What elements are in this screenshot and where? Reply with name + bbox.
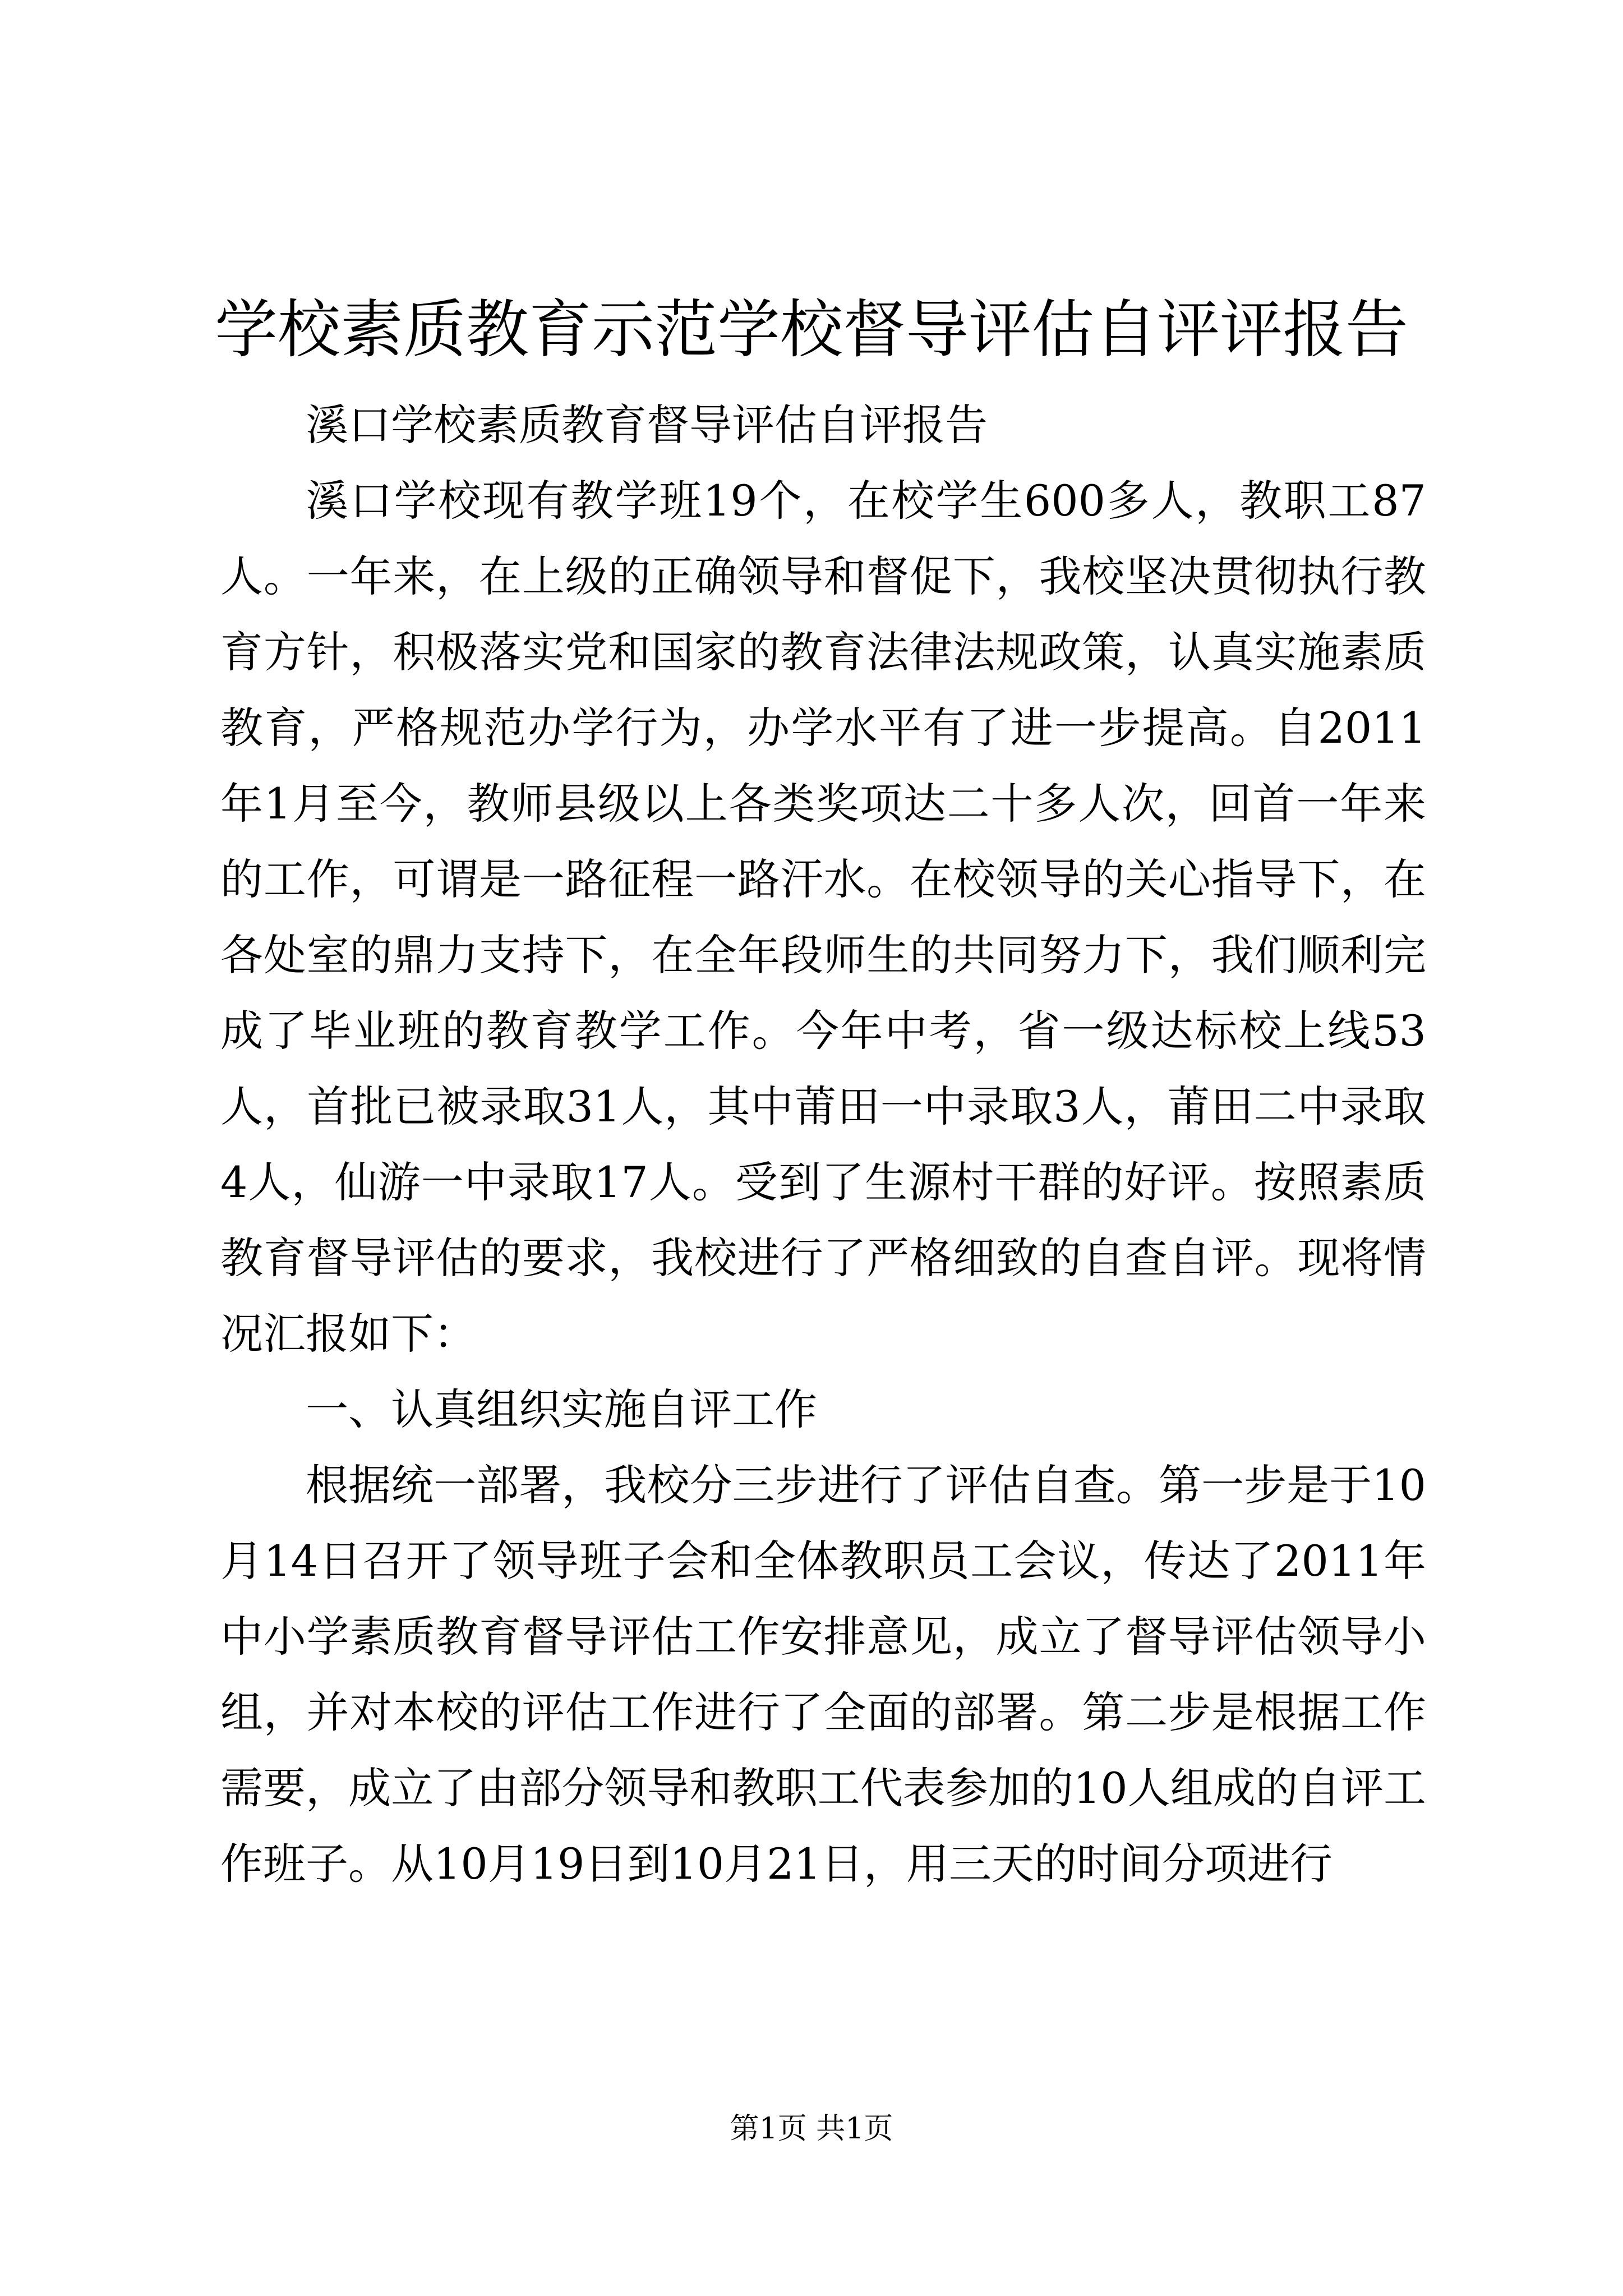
page-footer: 第1页 共1页 <box>730 2112 893 2146</box>
paragraph-section-body: 根据统一部署，我校分三步进行了评估自查。第一步是于10月14日召开了领导班子会和全体教职员工会议，传达了2011年中小学素质教育督导评估工作安排意见，成立了督导评估领导小组，并对本校的评估工作进行了全面的部署。第二步是根据工作需要，成立了由部分领导和教职工代表参加的10人组成的自评工作班子。从10月19日到10月21日，用三天的时间分项进行 <box>220 1460 1426 1889</box>
paragraph-section-heading: 一、认真组织实施自评工作 <box>306 1384 817 1434</box>
paragraph-subtitle: 溪口学校素质教育督导评估自评报告 <box>306 400 988 450</box>
paragraph-intro: 溪口学校现有教学班19个，在校学生600多人，教职工87人。一年来，在上级的正确领导和督促下，我校坚决贯彻执行教育方针，积极落实党和国家的教育法律法规政策，认真实施素质教育，严格规范办学行为，办学水平有了进一步提高。自2011年1月至今，教师县级以上各类奖项达二十多人次，回首一年来的工作，可谓是一路征程一路汗水。在校领导的关心指导下，在各处室的鼎力支持下，在全年段师生的共同努力下，我们顺利完成了毕业班的教育教学工作。今年中考，省一级达标校上线53人，首批已被录取31人，其中莆田一中录取3人，莆田二中录取4人，仙游一中录取17人。受到了生源村干群的好评。按照素质教育督导评估的要求，我校进行了严格细致的自查自评。现将情况汇报如下： <box>220 476 1426 1359</box>
document-title: 学校素质教育示范学校督导评估自评评报告 <box>215 293 1408 366</box>
document-body <box>220 387 1426 1902</box>
